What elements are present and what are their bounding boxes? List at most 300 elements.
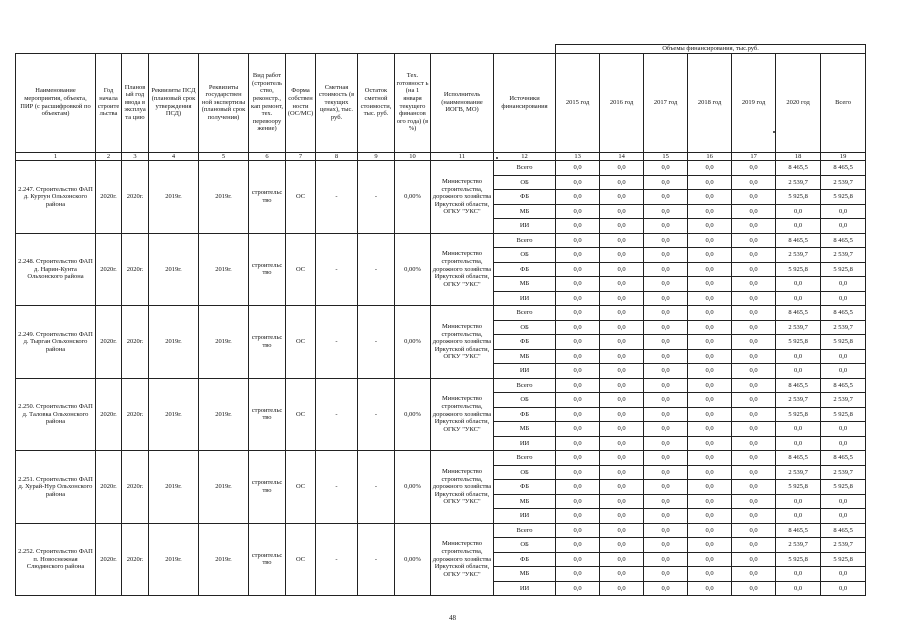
amount-cell: 0,0 <box>732 335 776 350</box>
object-readiness: 0,00% <box>395 306 431 379</box>
amount-cell: 0,0 <box>821 509 866 524</box>
amount-cell: 5 925,8 <box>776 552 821 567</box>
amount-cell: 0,0 <box>732 436 776 451</box>
amount-cell: 2 539,7 <box>821 248 866 263</box>
amount-cell: 0,0 <box>600 233 644 248</box>
amount-cell: 0,0 <box>688 233 732 248</box>
amount-cell: 0,0 <box>821 422 866 437</box>
column-number: 7 <box>286 152 316 161</box>
amount-cell: 5 925,8 <box>821 262 866 277</box>
amount-cell: 0,0 <box>600 378 644 393</box>
amount-cell: 0,0 <box>556 190 600 205</box>
amount-cell: 0,0 <box>776 494 821 509</box>
object-form: ОС <box>286 451 316 524</box>
amount-cell: 0,0 <box>821 581 866 596</box>
amount-cell: 5 925,8 <box>821 407 866 422</box>
column-number: 13 <box>556 152 600 161</box>
amount-cell: 0,0 <box>556 393 600 408</box>
amount-cell: 0,0 <box>821 494 866 509</box>
amount-cell: 0,0 <box>600 277 644 292</box>
object-readiness: 0,00% <box>395 451 431 524</box>
amount-cell: 0,0 <box>556 552 600 567</box>
amount-cell: 0,0 <box>688 277 732 292</box>
amount-cell: 0,0 <box>732 581 776 596</box>
amount-cell: 0,0 <box>556 219 600 234</box>
amount-cell: 8 465,5 <box>776 161 821 176</box>
column-number: 2 <box>96 152 122 161</box>
year-column-header: Всего <box>821 53 866 152</box>
amount-cell: 0,0 <box>644 494 688 509</box>
object-remainder: - <box>358 306 395 379</box>
column-number: 10 <box>395 152 431 161</box>
amount-cell: 0,0 <box>600 422 644 437</box>
funding-source: ИИ <box>494 581 556 596</box>
amount-cell: 0,0 <box>644 335 688 350</box>
object-form: ОС <box>286 161 316 234</box>
column-number: 1 <box>16 152 96 161</box>
amount-cell: 0,0 <box>600 175 644 190</box>
object-readiness: 0,00% <box>395 523 431 596</box>
table-row <box>16 451 866 466</box>
amount-cell: 0,0 <box>821 291 866 306</box>
table-row <box>16 233 866 248</box>
funding-source: ИИ <box>494 509 556 524</box>
amount-cell: 0,0 <box>821 567 866 582</box>
funding-source: Всего <box>494 233 556 248</box>
amount-cell: 0,0 <box>688 349 732 364</box>
funding-source: МБ <box>494 422 556 437</box>
amount-cell: 0,0 <box>600 190 644 205</box>
amount-cell: 0,0 <box>776 422 821 437</box>
amount-cell: 0,0 <box>732 567 776 582</box>
amount-cell: 0,0 <box>732 393 776 408</box>
object-executor: Министерство строительства, дорожного хозяйства Иркутской области, ОГКУ "УКС" <box>431 161 494 234</box>
amount-cell: 5 925,8 <box>821 190 866 205</box>
object-psd: 2019г. <box>149 451 199 524</box>
amount-cell: 8 465,5 <box>776 233 821 248</box>
amount-cell: 0,0 <box>644 204 688 219</box>
funding-source: ФБ <box>494 552 556 567</box>
amount-cell: 0,0 <box>556 320 600 335</box>
amount-cell: 0,0 <box>732 552 776 567</box>
amount-cell: 2 539,7 <box>821 465 866 480</box>
amount-cell: 0,0 <box>644 480 688 495</box>
funding-source: Всего <box>494 523 556 538</box>
funding-source: ОБ <box>494 465 556 480</box>
amount-cell: 0,0 <box>776 567 821 582</box>
amount-cell: 5 925,8 <box>821 480 866 495</box>
amount-cell: 0,0 <box>688 451 732 466</box>
funding-source: МБ <box>494 349 556 364</box>
funding-source: ФБ <box>494 335 556 350</box>
amount-cell: 0,0 <box>556 175 600 190</box>
amount-cell: 0,0 <box>732 219 776 234</box>
amount-cell: 0,0 <box>556 161 600 176</box>
amount-cell: 2 539,7 <box>776 248 821 263</box>
amount-cell: 5 925,8 <box>776 335 821 350</box>
object-commission: 2020г. <box>122 233 149 306</box>
object-work: строительс тво <box>249 378 286 451</box>
year-column-header: 2015 год <box>556 53 600 152</box>
amount-cell: 0,0 <box>556 581 600 596</box>
object-estimate: - <box>316 161 358 234</box>
amount-cell: 0,0 <box>556 349 600 364</box>
amount-cell: 0,0 <box>644 262 688 277</box>
column-number: 5 <box>199 152 249 161</box>
amount-cell: 5 925,8 <box>776 480 821 495</box>
amount-cell: 0,0 <box>644 581 688 596</box>
column-header: Источники финансирования <box>494 53 556 152</box>
funding-source: ИИ <box>494 219 556 234</box>
amount-cell: 0,0 <box>644 175 688 190</box>
amount-cell: 0,0 <box>821 436 866 451</box>
funding-source: Всего <box>494 161 556 176</box>
object-remainder: - <box>358 523 395 596</box>
amount-cell: 0,0 <box>688 190 732 205</box>
object-expertise: 2019г. <box>199 523 249 596</box>
amount-cell: 0,0 <box>688 291 732 306</box>
column-header: Форма собствен ности (ОС/МС) <box>286 53 316 152</box>
object-executor: Министерство строительства, дорожного хозяйства Иркутской области, ОГКУ "УКС" <box>431 233 494 306</box>
amount-cell: 0,0 <box>688 581 732 596</box>
funding-source: Всего <box>494 306 556 321</box>
object-expertise: 2019г. <box>199 306 249 379</box>
amount-cell: 0,0 <box>688 306 732 321</box>
object-name: 2.252. Строительство ФАП п. Новоснежная Слюдянского района <box>16 523 96 596</box>
object-name: 2.251. Строительство ФАП д. Хурай-Нур Ольхонского района <box>16 451 96 524</box>
amount-cell: 0,0 <box>644 451 688 466</box>
amount-cell: 0,0 <box>644 161 688 176</box>
amount-cell: 2 539,7 <box>776 393 821 408</box>
amount-cell: 0,0 <box>776 291 821 306</box>
amount-cell: 0,0 <box>600 480 644 495</box>
column-header: Год начала строите льства <box>96 53 122 152</box>
object-psd: 2019г. <box>149 233 199 306</box>
amount-cell: 2 539,7 <box>821 320 866 335</box>
amount-cell: 0,0 <box>644 306 688 321</box>
column-number: 19 <box>821 152 866 161</box>
object-estimate: - <box>316 306 358 379</box>
amount-cell: 0,0 <box>821 277 866 292</box>
column-headers-row <box>16 53 866 152</box>
amount-cell: 8 465,5 <box>821 451 866 466</box>
table-row <box>16 523 866 538</box>
object-form: ОС <box>286 523 316 596</box>
amount-cell: 0,0 <box>600 161 644 176</box>
amount-cell: 0,0 <box>732 465 776 480</box>
amount-cell: 0,0 <box>600 494 644 509</box>
amount-cell: 0,0 <box>600 538 644 553</box>
amount-cell: 0,0 <box>688 407 732 422</box>
amount-cell: 0,0 <box>688 480 732 495</box>
amount-cell: 0,0 <box>644 364 688 379</box>
object-start: 2020г. <box>96 451 122 524</box>
amount-cell: 0,0 <box>600 262 644 277</box>
amount-cell: 5 925,8 <box>776 407 821 422</box>
funding-source: ФБ <box>494 262 556 277</box>
amount-cell: 0,0 <box>688 378 732 393</box>
amount-cell: 0,0 <box>600 465 644 480</box>
year-column-header: 2020 год <box>776 53 821 152</box>
amount-cell: 0,0 <box>556 422 600 437</box>
amount-cell: 0,0 <box>732 378 776 393</box>
amount-cell: 0,0 <box>600 509 644 524</box>
object-remainder: - <box>358 378 395 451</box>
object-estimate: - <box>316 233 358 306</box>
amount-cell: 0,0 <box>556 509 600 524</box>
amount-cell: 0,0 <box>732 320 776 335</box>
amount-cell: 0,0 <box>600 436 644 451</box>
amount-cell: 0,0 <box>556 306 600 321</box>
amount-cell: 0,0 <box>732 262 776 277</box>
column-number: 11 <box>431 152 494 161</box>
amount-cell: 0,0 <box>688 494 732 509</box>
amount-cell: 0,0 <box>556 567 600 582</box>
amount-cell: 0,0 <box>600 291 644 306</box>
amount-cell: 0,0 <box>688 523 732 538</box>
amount-cell: 0,0 <box>688 335 732 350</box>
amount-cell: 0,0 <box>600 219 644 234</box>
object-readiness: 0,00% <box>395 233 431 306</box>
amount-cell: 0,0 <box>556 465 600 480</box>
amount-cell: 0,0 <box>644 523 688 538</box>
amount-cell: 0,0 <box>688 248 732 263</box>
object-work: строительс тво <box>249 233 286 306</box>
amount-cell: 0,0 <box>688 509 732 524</box>
page-number: 48 <box>449 614 456 622</box>
amount-cell: 5 925,8 <box>776 262 821 277</box>
object-remainder: - <box>358 161 395 234</box>
object-start: 2020г. <box>96 161 122 234</box>
amount-cell: 0,0 <box>776 581 821 596</box>
amount-cell: 0,0 <box>644 436 688 451</box>
amount-cell: 0,0 <box>776 277 821 292</box>
amount-cell: 0,0 <box>600 567 644 582</box>
amount-cell: 0,0 <box>644 248 688 263</box>
column-header: Сметная стоимость (в текущих ценах), тыс. руб. <box>316 53 358 152</box>
object-remainder: - <box>358 233 395 306</box>
amount-cell: 8 465,5 <box>776 451 821 466</box>
financing-volume-header: Объемы финансирования, тыс.руб. <box>556 45 866 54</box>
amount-cell: 0,0 <box>644 320 688 335</box>
funding-source: ОБ <box>494 248 556 263</box>
amount-cell: 0,0 <box>644 277 688 292</box>
amount-cell: 2 539,7 <box>776 538 821 553</box>
object-expertise: 2019г. <box>199 451 249 524</box>
object-psd: 2019г. <box>149 306 199 379</box>
amount-cell: 0,0 <box>600 407 644 422</box>
funding-source: ОБ <box>494 538 556 553</box>
object-commission: 2020г. <box>122 161 149 234</box>
amount-cell: 0,0 <box>776 349 821 364</box>
amount-cell: 0,0 <box>600 364 644 379</box>
object-estimate: - <box>316 378 358 451</box>
object-name: 2.249. Строительство ФАП д. Тырган Ольхонского района <box>16 306 96 379</box>
column-number: 12 <box>494 152 556 161</box>
amount-cell: 2 539,7 <box>821 175 866 190</box>
amount-cell: 0,0 <box>600 451 644 466</box>
amount-cell: 0,0 <box>600 581 644 596</box>
object-name: 2.250. Строительство ФАП д. Таловка Ольхонского района <box>16 378 96 451</box>
column-header: Исполнитель (наименование ИОГВ, МО) <box>431 53 494 152</box>
amount-cell: 0,0 <box>732 407 776 422</box>
amount-cell: 0,0 <box>732 364 776 379</box>
column-number: 16 <box>688 152 732 161</box>
object-readiness: 0,00% <box>395 161 431 234</box>
amount-cell: 0,0 <box>600 349 644 364</box>
amount-cell: 0,0 <box>732 233 776 248</box>
funding-source: ОБ <box>494 393 556 408</box>
financing-table <box>15 44 866 596</box>
object-form: ОС <box>286 233 316 306</box>
amount-cell: 0,0 <box>688 465 732 480</box>
amount-cell: 0,0 <box>556 494 600 509</box>
amount-cell: 0,0 <box>644 509 688 524</box>
amount-cell: 0,0 <box>688 538 732 553</box>
object-form: ОС <box>286 378 316 451</box>
funding-source: ФБ <box>494 190 556 205</box>
column-number: 4 <box>149 152 199 161</box>
amount-cell: 0,0 <box>600 523 644 538</box>
amount-cell: 0,0 <box>732 538 776 553</box>
amount-cell: 0,0 <box>644 422 688 437</box>
amount-cell: 0,0 <box>556 335 600 350</box>
object-estimate: - <box>316 451 358 524</box>
amount-cell: 0,0 <box>688 175 732 190</box>
amount-cell: 0,0 <box>556 538 600 553</box>
amount-cell: 8 465,5 <box>776 523 821 538</box>
scan-speck <box>773 131 775 133</box>
funding-source: ИИ <box>494 364 556 379</box>
year-column-header: 2018 год <box>688 53 732 152</box>
amount-cell: 0,0 <box>556 407 600 422</box>
amount-cell: 0,0 <box>732 523 776 538</box>
amount-cell: 0,0 <box>688 262 732 277</box>
column-number: 14 <box>600 152 644 161</box>
column-number: 3 <box>122 152 149 161</box>
object-start: 2020г. <box>96 306 122 379</box>
amount-cell: 0,0 <box>732 248 776 263</box>
amount-cell: 0,0 <box>732 175 776 190</box>
object-commission: 2020г. <box>122 451 149 524</box>
column-number: 9 <box>358 152 395 161</box>
amount-cell: 0,0 <box>644 407 688 422</box>
column-header: Тех. готовност ь (на 1 января текущего финансов ого года) (в %) <box>395 53 431 152</box>
amount-cell: 0,0 <box>644 567 688 582</box>
column-header: Остаток сметной стоимости, тыс. руб. <box>358 53 395 152</box>
amount-cell: 0,0 <box>556 523 600 538</box>
amount-cell: 0,0 <box>688 422 732 437</box>
object-estimate: - <box>316 523 358 596</box>
amount-cell: 0,0 <box>776 204 821 219</box>
amount-cell: 5 925,8 <box>821 335 866 350</box>
amount-cell: 0,0 <box>732 161 776 176</box>
amount-cell: 0,0 <box>556 451 600 466</box>
amount-cell: 2 539,7 <box>776 175 821 190</box>
object-expertise: 2019г. <box>199 378 249 451</box>
amount-cell: 0,0 <box>732 277 776 292</box>
column-header: Плановый год ввода в эксплуата цию <box>122 53 149 152</box>
amount-cell: 0,0 <box>556 262 600 277</box>
object-commission: 2020г. <box>122 378 149 451</box>
object-remainder: - <box>358 451 395 524</box>
funding-source: МБ <box>494 567 556 582</box>
funding-source: ОБ <box>494 175 556 190</box>
amount-cell: 0,0 <box>644 219 688 234</box>
scan-speck <box>496 157 498 159</box>
object-work: строительс тво <box>249 161 286 234</box>
object-executor: Министерство строительства, дорожного хозяйства Иркутской области, ОГКУ "УКС" <box>431 378 494 451</box>
amount-cell: 8 465,5 <box>821 523 866 538</box>
amount-cell: 0,0 <box>600 320 644 335</box>
object-name: 2.247. Строительство ФАП д. Куртун Ольхонского района <box>16 161 96 234</box>
amount-cell: 0,0 <box>600 306 644 321</box>
object-start: 2020г. <box>96 378 122 451</box>
amount-cell: 0,0 <box>776 509 821 524</box>
amount-cell: 0,0 <box>732 291 776 306</box>
amount-cell: 0,0 <box>600 552 644 567</box>
column-header: Наименование мероприятия, объекта, ПИР (с расшифровкой по объектам) <box>16 53 96 152</box>
amount-cell: 0,0 <box>732 190 776 205</box>
amount-cell: 0,0 <box>688 567 732 582</box>
amount-cell: 8 465,5 <box>821 233 866 248</box>
funding-source: Всего <box>494 378 556 393</box>
amount-cell: 0,0 <box>556 436 600 451</box>
column-number: 18 <box>776 152 821 161</box>
object-work: строительс тво <box>249 523 286 596</box>
amount-cell: 0,0 <box>556 233 600 248</box>
year-column-header: 2016 год <box>600 53 644 152</box>
amount-cell: 0,0 <box>600 204 644 219</box>
amount-cell: 8 465,5 <box>821 378 866 393</box>
amount-cell: 0,0 <box>688 219 732 234</box>
amount-cell: 0,0 <box>644 349 688 364</box>
object-psd: 2019г. <box>149 523 199 596</box>
funding-source: ФБ <box>494 480 556 495</box>
funding-source: ИИ <box>494 291 556 306</box>
amount-cell: 8 465,5 <box>821 306 866 321</box>
amount-cell: 2 539,7 <box>776 465 821 480</box>
object-expertise: 2019г. <box>199 233 249 306</box>
object-executor: Министерство строительства, дорожного хозяйства Иркутской области, ОГКУ "УКС" <box>431 523 494 596</box>
amount-cell: 0,0 <box>776 219 821 234</box>
year-column-header: 2017 год <box>644 53 688 152</box>
object-executor: Министерство строительства, дорожного хозяйства Иркутской области, ОГКУ "УКС" <box>431 451 494 524</box>
amount-cell: 0,0 <box>732 349 776 364</box>
amount-cell: 0,0 <box>821 219 866 234</box>
amount-cell: 8 465,5 <box>821 161 866 176</box>
column-numbers-row <box>16 152 866 161</box>
column-header: Реквизиты государствен ной экспертизы (плановый срок получения) <box>199 53 249 152</box>
funding-source: ИИ <box>494 436 556 451</box>
amount-cell: 5 925,8 <box>776 190 821 205</box>
object-start: 2020г. <box>96 523 122 596</box>
year-column-header: 2019 год <box>732 53 776 152</box>
column-number: 17 <box>732 152 776 161</box>
amount-cell: 0,0 <box>688 204 732 219</box>
amount-cell: 0,0 <box>644 233 688 248</box>
amount-cell: 0,0 <box>556 248 600 263</box>
funding-source: ФБ <box>494 407 556 422</box>
amount-cell: 0,0 <box>732 480 776 495</box>
amount-cell: 0,0 <box>644 393 688 408</box>
amount-cell: 0,0 <box>688 436 732 451</box>
amount-cell: 0,0 <box>556 378 600 393</box>
object-expertise: 2019г. <box>199 161 249 234</box>
object-work: строительс тво <box>249 306 286 379</box>
amount-cell: 0,0 <box>732 306 776 321</box>
amount-cell: 0,0 <box>556 204 600 219</box>
